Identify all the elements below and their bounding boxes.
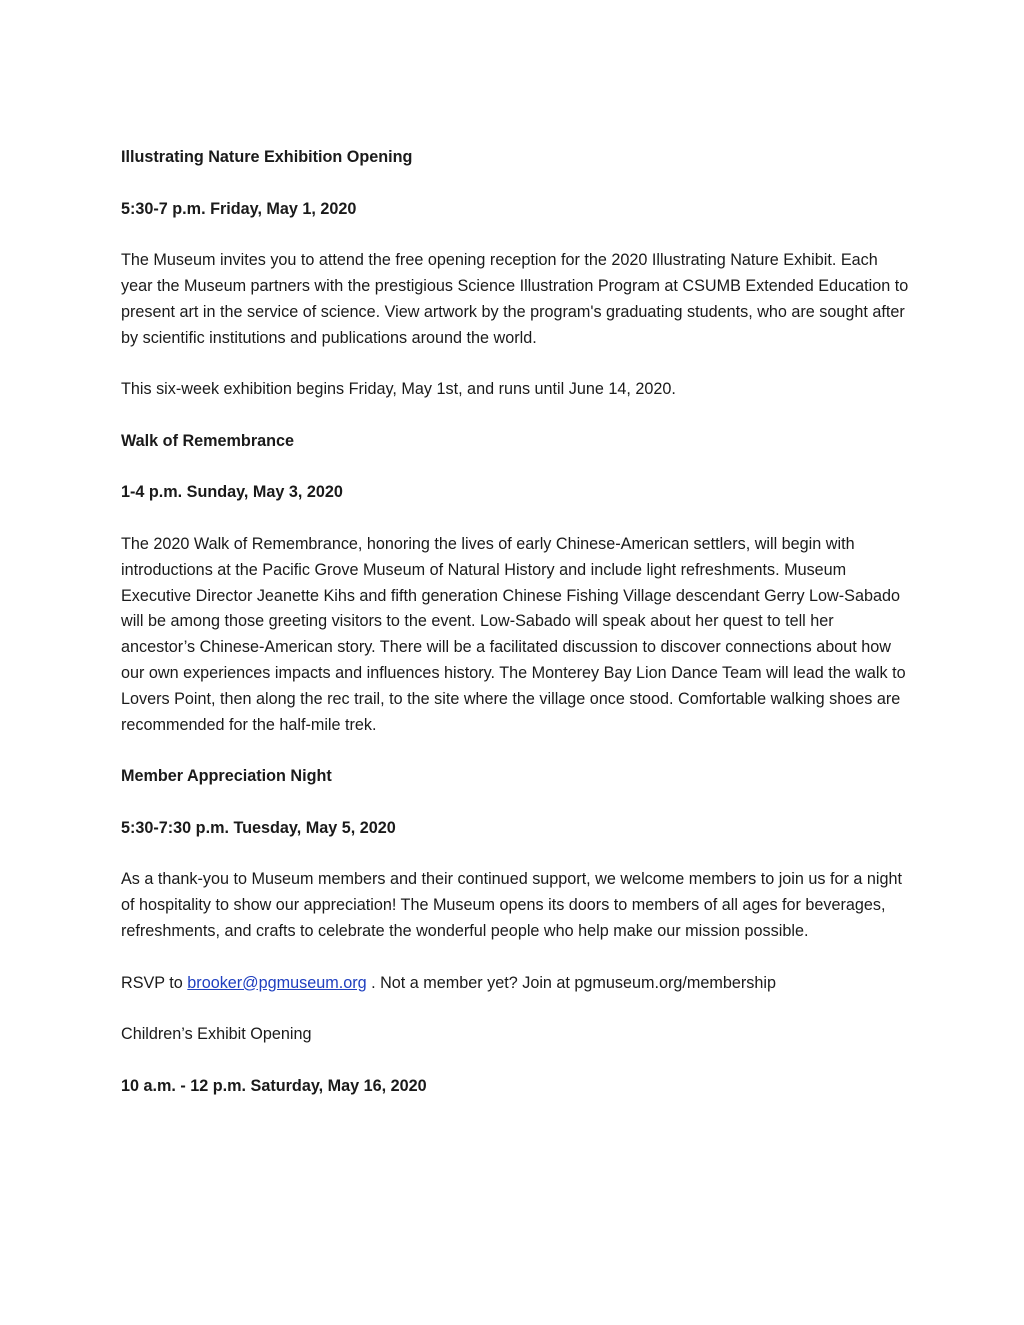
event-time: 1-4 p.m. Sunday, May 3, 2020 — [121, 483, 343, 502]
event-title: Member Appreciation Night — [121, 767, 332, 786]
event-time: 10 a.m. - 12 p.m. Saturday, May 16, 2020 — [121, 1076, 427, 1095]
event-time: 5:30-7:30 p.m. Tuesday, May 5, 2020 — [121, 818, 396, 837]
rsvp-prefix: RSVP to — [121, 973, 188, 992]
event-description: The Museum invites you to attend the free opening reception for the 2020 Illustrating Nature Exhibit. Each year the Museum partners with the prestigious Science Illustration Program at CSUMB Extended Education to present art in the service of science. View artwork by the program's graduating students, who are sought after by scientific institutions and publications around the world. — [121, 251, 909, 347]
rsvp-line — [121, 971, 911, 997]
document-body — [121, 145, 911, 1125]
event-time: 5:30-7 p.m. Friday, May 1, 2020 — [121, 199, 357, 218]
event-description: As a thank-you to Museum members and their continued support, we welcome members to join us for a night of hospitality to show our appreciation! The Museum opens its doors to members of all ages for beverages, refreshments, and crafts to celebrate the wonderful people who help make our mission possible. — [121, 870, 902, 940]
rsvp-email-link[interactable]: brooker@pgmuseum.org — [187, 973, 367, 992]
event-note: This six-week exhibition begins Friday, May 1st, and runs until June 14, 2020. — [121, 380, 676, 399]
event-title: Children’s Exhibit Opening — [121, 1025, 312, 1044]
event-title: Walk of Remembrance — [121, 431, 295, 450]
event-title: Illustrating Nature Exhibition Opening — [121, 148, 413, 166]
rsvp-suffix: . Not a member yet? Join at pgmuseum.org/membership — [366, 973, 776, 992]
event-description: The 2020 Walk of Remembrance, honoring the lives of early Chinese-American settlers, will begin with introductions at the Pacific Grove Museum of Natural History and include light refreshments. Museum Executive Director Jeanette Kihs and fifth generation Chinese Fishing Village descendant Gerry Low-Sabado will be among those greeting visitors to the event. Low-Sabado will speak about her quest to tell her ancestor’s Chinese-American story. There will be a facilitated discussion to discover connections about how our own experiences impacts and influences history. The Monterey Bay Lion Dance Team will lead the walk to Lovers Point, then along the rec trail, to the site where the village once stood. Comfortable walking shoes are recommended for the half-mile trek. — [121, 534, 906, 734]
